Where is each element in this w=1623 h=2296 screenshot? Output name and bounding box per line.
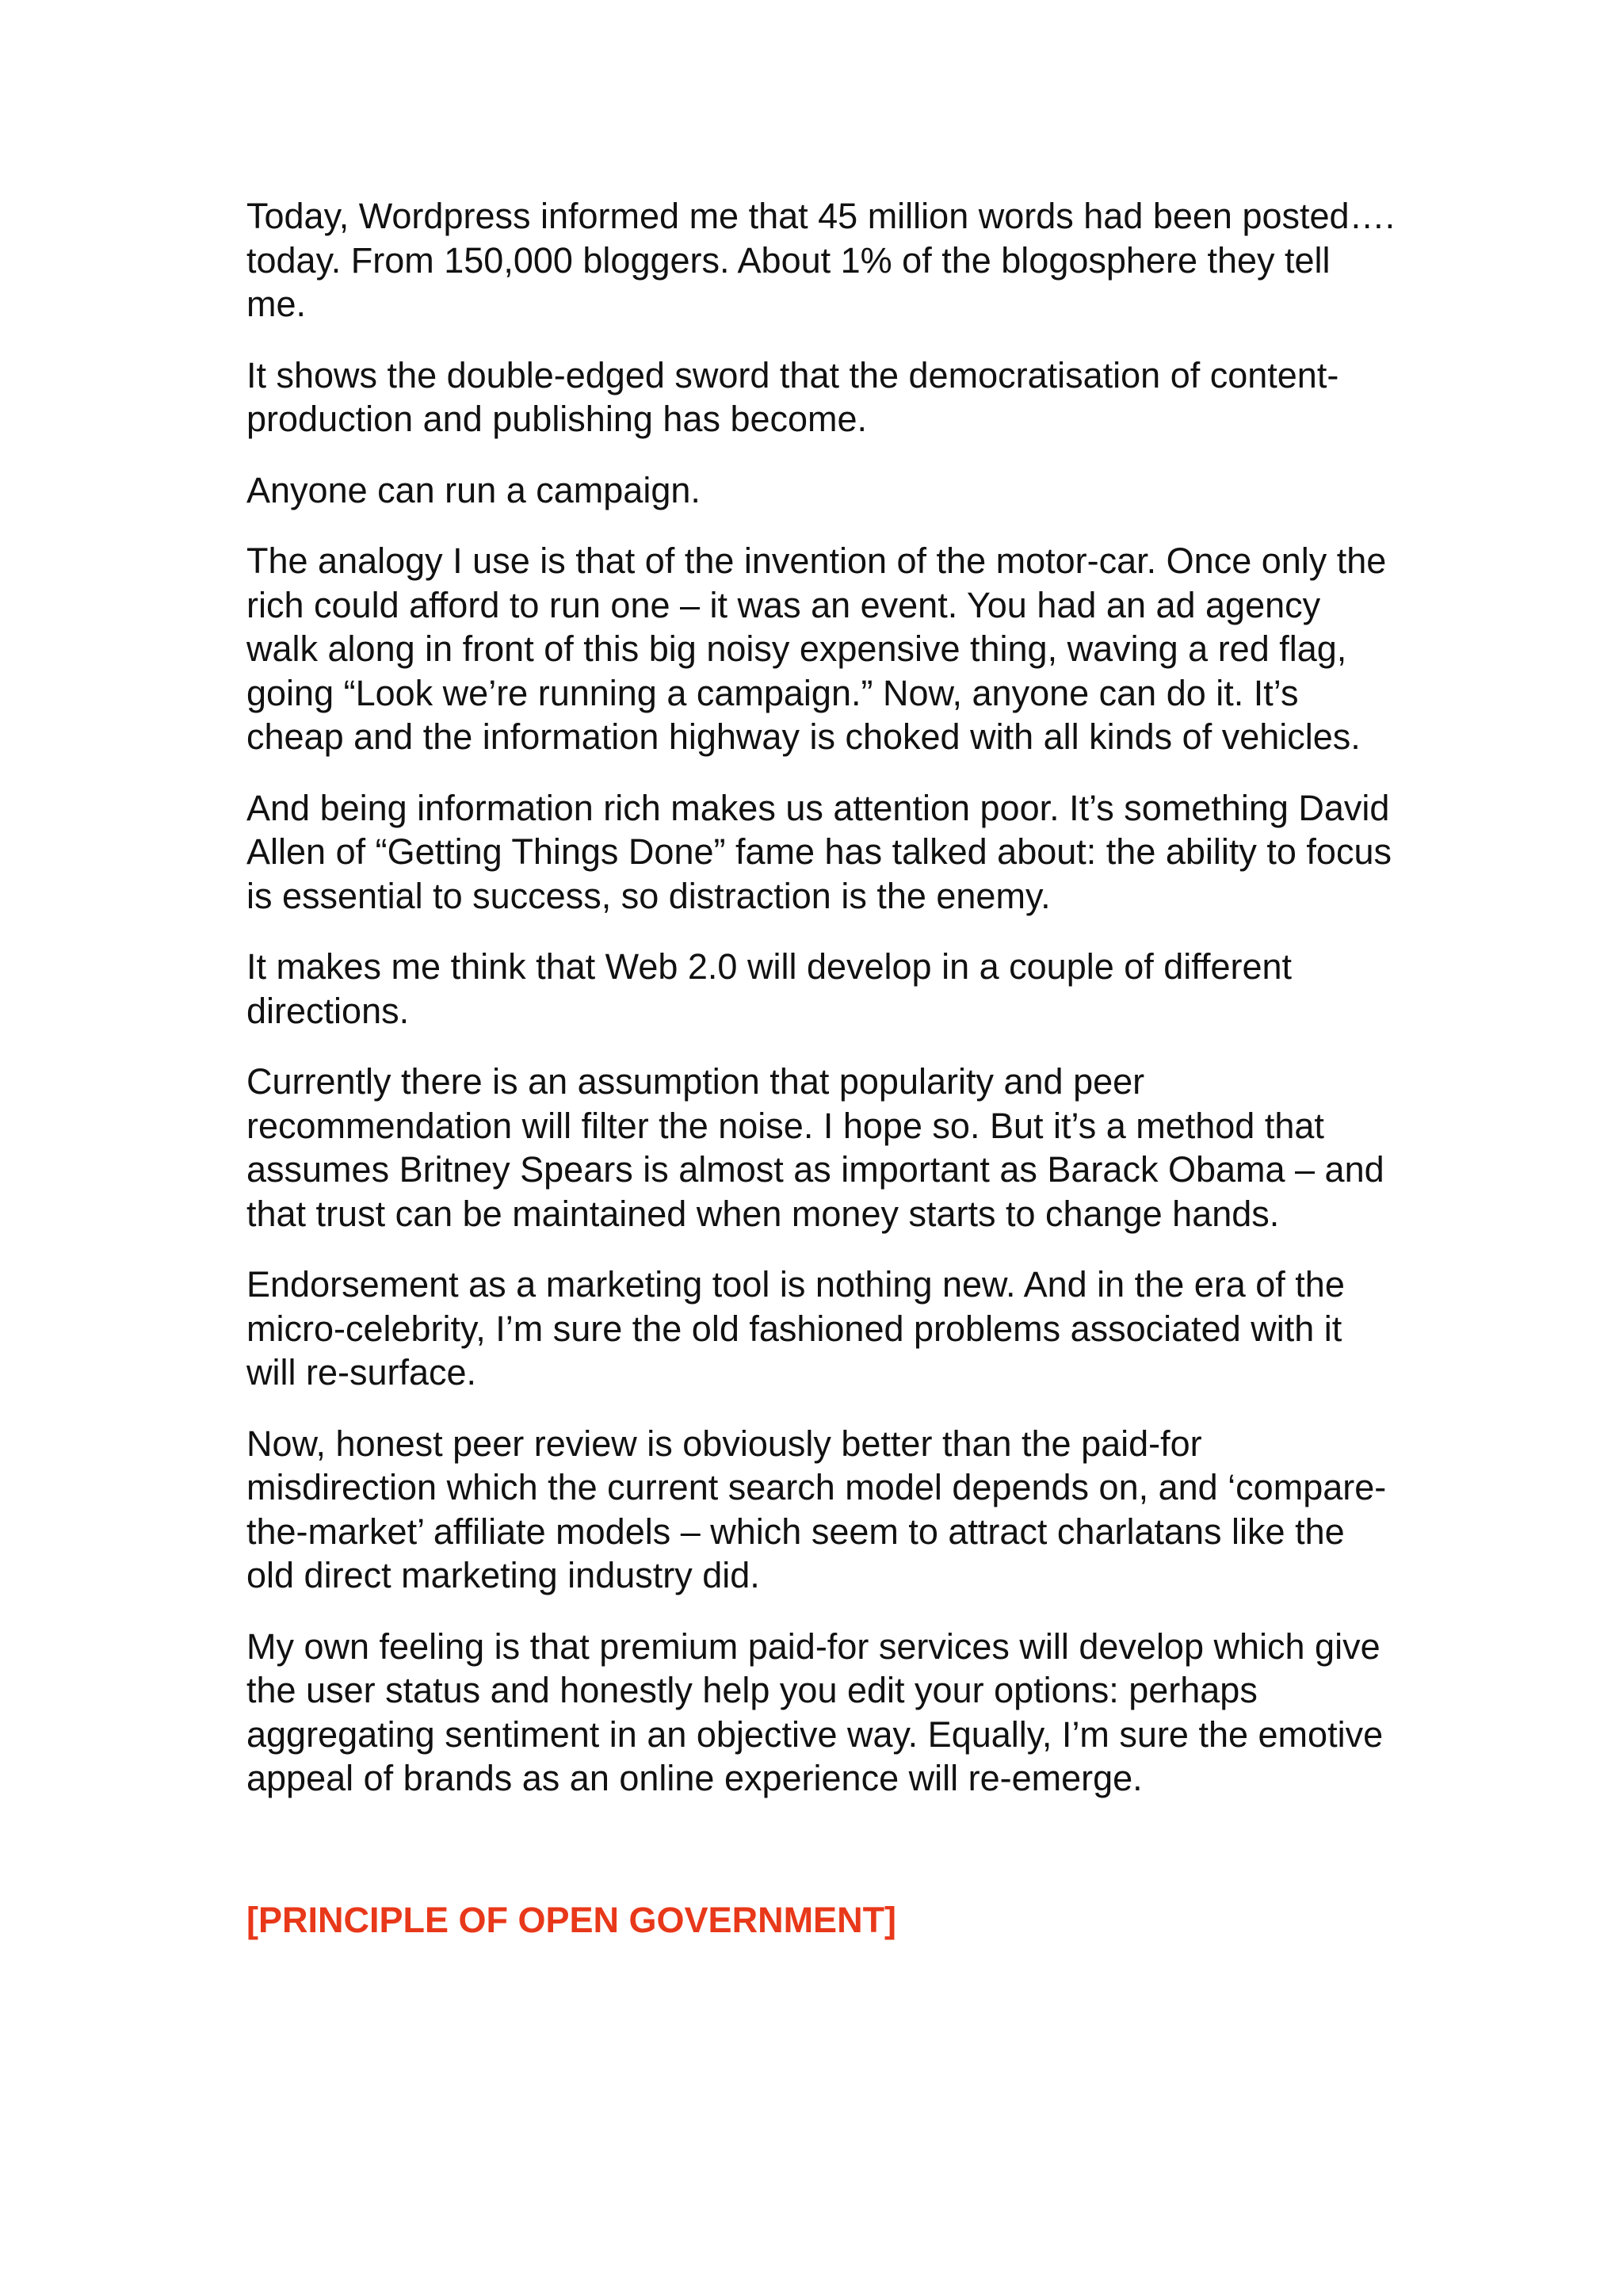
paragraph-1: Today, Wordpress informed me that 45 million words had been posted…. today. From 150,000 bloggers. About 1% of the blogosphere they tell me. — [246, 196, 1396, 324]
paragraph-3: Anyone can run a campaign. — [246, 469, 701, 510]
document-body — [246, 194, 1396, 1942]
paragraph-7: Currently there is an assumption that popularity and peer recommendation will filter the noise. I hope so. But it’s a method that assumes Britney Spears is almost as important as Barack Obama – and that trust can be maintained when money starts to change hands. — [246, 1061, 1384, 1234]
paragraph-6: It makes me think that Web 2.0 will develop in a couple of different directions. — [246, 946, 1293, 1031]
paragraph-2: It shows the double-edged sword that the democratisation of content-production and publishing has become. — [246, 354, 1339, 439]
paragraph-10: My own feeling is that premium paid-for services will develop which give the user status and honestly help you edit your options: perhaps aggregating sentiment in an objective way. Equally, I’m sure the emotive appeal of brands as an online experience will re-emerge. — [246, 1626, 1384, 1798]
paragraph-9: Now, honest peer review is obviously better than the paid-for misdirection which the current search model depends on, and ‘compare-the-market’ affiliate models – which seem to attract charlatans like the old direct marketing industry did. — [246, 1423, 1387, 1595]
paragraph-4: The analogy I use is that of the invention of the motor-car. Once only the rich could afford to run one – it was an event. You had an ad agency walk along in front of this big noisy expensive thing, waving a red flag, going “Look we’re running a campaign.” Now, anyone can do it. It’s cheap and the information highway is choked with all kinds of vehicles. — [246, 541, 1387, 757]
paragraph-5: And being information rich makes us attention poor. It’s something David Allen of “Getting Things Done” fame has talked about: the ability to focus is essential to success, so distraction is the enemy. — [246, 787, 1392, 916]
section-heading: [PRINCIPLE OF OPEN GOVERNMENT] — [246, 1899, 897, 1940]
paragraph-8: Endorsement as a marketing tool is nothing new. And in the era of the micro-celebrity, I’m sure the old fashioned problems associated with it will re-surface. — [246, 1264, 1345, 1392]
